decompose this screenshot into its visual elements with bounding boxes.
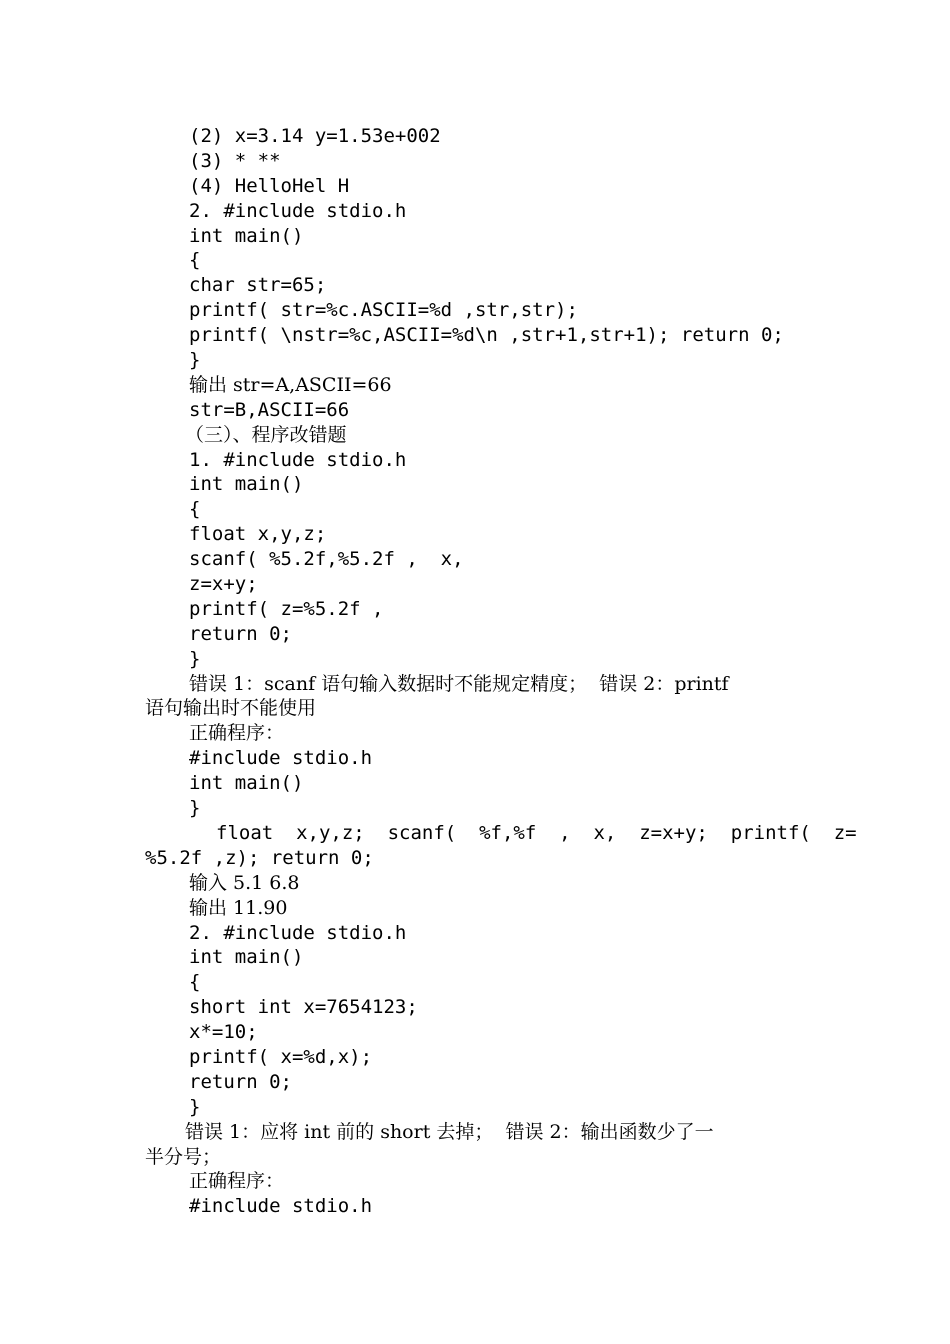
code-line: x*=10; xyxy=(189,1021,258,1044)
code-line: printf( \nstr=%c,ASCII=%d\n ,str+1,str+1); return 0; xyxy=(189,324,784,347)
error-description: 错误 1：应将 int 前的 short 去掉； 错误 2：输出函数少了一 xyxy=(185,1120,714,1143)
correct-program-label: 正确程序： xyxy=(189,722,285,745)
output-line: str=B,ASCII=66 xyxy=(189,398,350,421)
input-line: 输入 5.1 6.8 xyxy=(189,871,300,894)
answer-line-2: (2) x=3.14 y=1.53e+002 xyxy=(189,125,441,147)
correct-program-label: 正确程序： xyxy=(189,1170,285,1193)
code-line: int main() xyxy=(189,772,304,795)
code-line: return 0; xyxy=(189,622,292,645)
code-line: } xyxy=(189,797,201,820)
code-line: #include stdio.h xyxy=(189,1195,373,1218)
code-line: int main() xyxy=(189,473,304,496)
code-line: printf( str=%c.ASCII=%d ,str,str); xyxy=(189,299,578,322)
code-line: { xyxy=(189,971,201,994)
code-line: { xyxy=(189,498,201,521)
document-body xyxy=(145,124,857,1219)
code-line: z=x+y; xyxy=(189,573,258,596)
code-line: int main() xyxy=(189,946,304,969)
code-line: short int x=7654123; xyxy=(189,996,418,1019)
code-line-cont: %5.2f ,z); return 0; xyxy=(145,846,374,869)
code-line: } xyxy=(189,349,201,372)
code-line: } xyxy=(189,1095,201,1118)
section-heading: （三）、程序改错题 xyxy=(185,423,347,446)
error-description-cont: 半分号； xyxy=(145,1145,222,1168)
code-line: #include stdio.h xyxy=(189,747,373,770)
code-line: int main() xyxy=(189,224,304,247)
code-line: scanf( %5.2f,%5.2f , x, xyxy=(189,548,464,571)
code-line: printf( x=%d,x); xyxy=(189,1045,373,1068)
code-line: float x,y,z; xyxy=(189,523,327,546)
error-description-cont: 语句输出时不能使用 xyxy=(145,697,317,720)
code-line: 2. #include stdio.h xyxy=(189,199,407,222)
code-line: } xyxy=(189,647,201,670)
code-line: return 0; xyxy=(189,1070,292,1093)
error-description: 错误 1：scanf 语句输入数据时不能规定精度； 错误 2：printf xyxy=(189,672,729,695)
code-line: char str=65; xyxy=(189,274,327,297)
code-line: 2. #include stdio.h xyxy=(189,921,407,944)
code-line: { xyxy=(189,249,201,272)
code-line: float x,y,z; scanf( %f,%f , x, z=x+y; printf( z= xyxy=(216,821,857,844)
answer-line-3: (3) * ** xyxy=(189,149,281,172)
code-line: printf( z=%5.2f , xyxy=(189,597,384,620)
output-line: 输出 11.90 xyxy=(189,896,288,919)
answer-line-4: (4) HelloHel H xyxy=(189,174,350,197)
code-line: 1. #include stdio.h xyxy=(189,448,407,471)
output-line: 输出 str=A,ASCII=66 xyxy=(189,373,392,396)
